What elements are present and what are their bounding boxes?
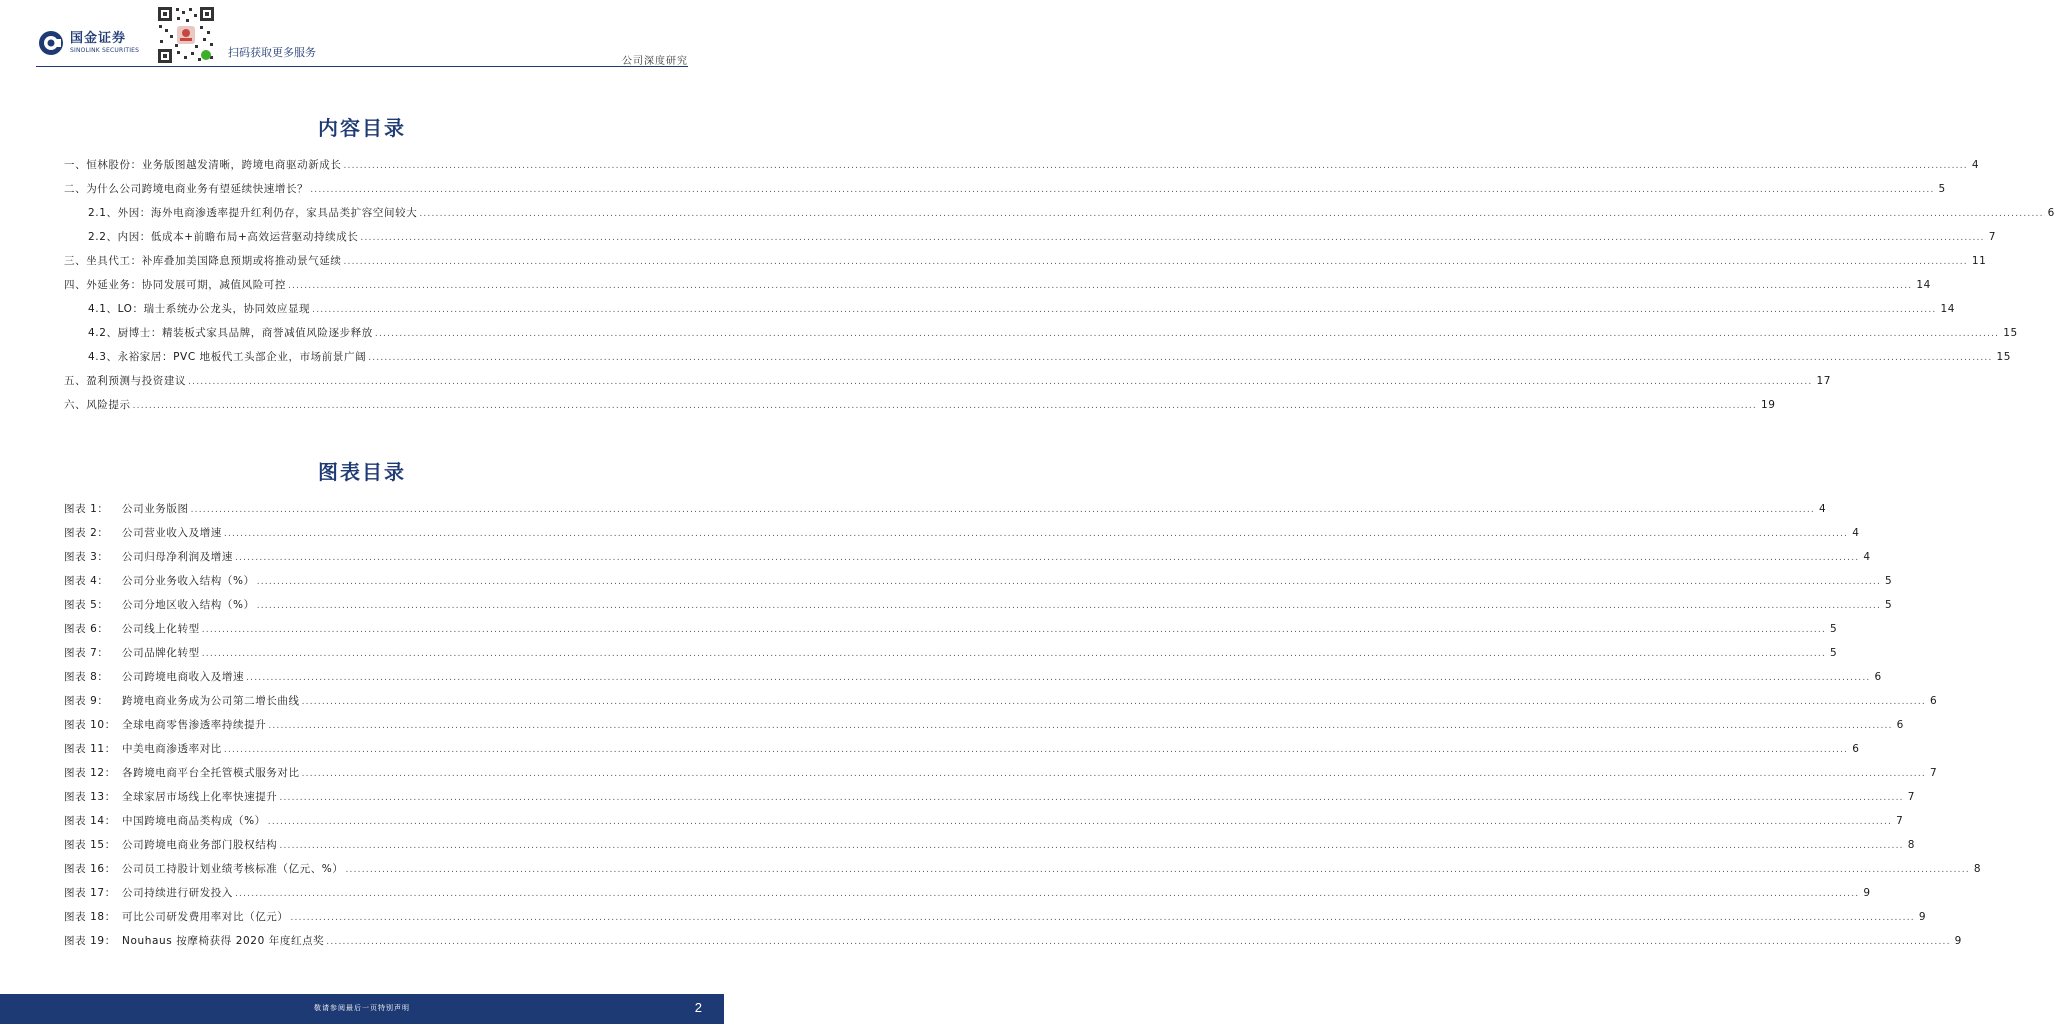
toc-entry[interactable] — [64, 321, 2018, 345]
figure-entry-page: 7 — [1896, 815, 1904, 827]
dot-leader: ................................................................................................................................................................................................................................................................................................................................................................................................................ — [343, 257, 1968, 267]
figure-entry[interactable] — [64, 881, 1871, 905]
toc-entry-page: 14 — [1940, 303, 1956, 315]
dot-leader: ................................................................................................................................................................................................................................................................................................................................................................................................................ — [256, 577, 1882, 587]
page-header — [0, 0, 724, 70]
figure-entry-label[interactable] — [64, 857, 345, 881]
toc-entry-page: 6 — [2047, 207, 2055, 219]
sinolink-logo-icon — [38, 30, 64, 56]
toc-entry-page: 4 — [1971, 159, 1980, 171]
toc-entry-label[interactable]: 二、为什么公司跨境电商业务有望延续快速增长？ — [64, 183, 309, 195]
figure-entry[interactable] — [64, 857, 1982, 881]
figure-caption: 全球电商零售渗透率持续提升 — [122, 719, 267, 731]
figure-entry-label[interactable] — [64, 761, 302, 785]
figure-caption: 跨境电商业务成为公司第二增长曲线 — [122, 695, 300, 707]
figure-caption: 中美电商渗透率对比 — [122, 743, 222, 755]
figure-entry[interactable] — [64, 929, 1962, 953]
figure-entry-label[interactable] — [64, 881, 235, 905]
header-divider — [36, 66, 688, 67]
figure-number: 图表 5： — [64, 599, 109, 611]
figure-caption: 中国跨境电商品类构成（%） — [122, 815, 266, 827]
figure-caption: 可比公司研发费用率对比（亿元） — [122, 911, 289, 923]
figure-caption: 公司分地区收入结构（%） — [122, 599, 255, 611]
toc-entry-page: 5 — [1938, 183, 1946, 195]
dot-leader: ................................................................................................................................................................................................................................................................................................................................................................................................................ — [246, 673, 1871, 683]
toc-entry-page: 11 — [1971, 255, 1987, 267]
figure-entry-page: 9 — [1918, 911, 1927, 923]
dot-leader: ................................................................................................................................................................................................................................................................................................................................................................................................................ — [235, 553, 1860, 563]
figure-number: 图表 19： — [64, 935, 116, 947]
figure-caption: 公司品牌化转型 — [122, 647, 200, 659]
figure-entry-label[interactable] — [64, 929, 326, 953]
company-logo — [38, 27, 158, 59]
figure-caption: 公司营业收入及增速 — [122, 527, 222, 539]
dot-leader: ................................................................................................................................................................................................................................................................................................................................................................................................................ — [374, 329, 2000, 339]
toc-entry-label[interactable]: 五、盈利预测与投资建议 — [64, 375, 187, 387]
dot-leader: ................................................................................................................................................................................................................................................................................................................................................................................................................ — [288, 281, 1913, 291]
figure-entry-label[interactable] — [64, 665, 246, 689]
figure-caption: 公司业务版图 — [122, 503, 189, 515]
toc-entry[interactable] — [64, 225, 1997, 249]
figure-entry-page: 6 — [1896, 719, 1904, 731]
toc-entry-page: 14 — [1916, 279, 1931, 291]
figure-entry-page: 7 — [1907, 791, 1916, 803]
figure-entry[interactable] — [64, 809, 1904, 833]
dot-leader: ................................................................................................................................................................................................................................................................................................................................................................................................................ — [223, 529, 1849, 539]
figure-number: 图表 8： — [64, 671, 109, 683]
figure-caption: 公司分业务收入结构（%） — [122, 575, 255, 587]
figure-caption: Nouhaus 按摩椅获得 2020 年度红点奖 — [122, 935, 325, 947]
figure-entry-label[interactable] — [64, 713, 268, 737]
figure-number: 图表 16： — [64, 863, 116, 875]
page-footer — [0, 994, 724, 1024]
figure-entry-page: 5 — [1885, 599, 1893, 611]
figure-entry-page: 6 — [1852, 743, 1860, 755]
toc-entry[interactable] — [64, 153, 1980, 177]
figure-number: 图表 11： — [64, 743, 116, 755]
figure-caption: 公司归母净利润及增速 — [122, 551, 233, 563]
figure-entry-label[interactable] — [64, 497, 191, 521]
logo-chinese-name: 国金证券 — [70, 31, 127, 46]
toc-entry[interactable] — [64, 201, 2055, 225]
toc-entry[interactable] — [64, 297, 1956, 321]
figure-entry[interactable] — [64, 521, 1860, 545]
figure-number: 图表 12： — [64, 767, 116, 779]
figure-number: 图表 15： — [64, 839, 116, 851]
figure-entry-label[interactable] — [64, 689, 302, 713]
toc-entry-page: 17 — [1816, 375, 1832, 387]
figure-entry[interactable] — [64, 617, 1838, 641]
figure-number: 图表 6： — [64, 623, 109, 635]
figure-entry[interactable] — [64, 833, 1916, 857]
toc-entry-page: 7 — [1988, 231, 1997, 243]
dot-leader: ................................................................................................................................................................................................................................................................................................................................................................................................................ — [188, 377, 1813, 387]
figure-entry-page: 4 — [1852, 527, 1860, 539]
figure-number: 图表 1： — [64, 503, 109, 515]
toc-entry-label[interactable]: 4.1、LO：瑞士系统办公龙头，协同效应显现 — [88, 303, 311, 315]
figure-entry-page: 6 — [1874, 671, 1882, 683]
figure-number: 图表 7： — [64, 647, 109, 659]
figure-number: 图表 10： — [64, 719, 116, 731]
figure-entry-page: 9 — [1954, 935, 1962, 947]
figure-number: 图表 9： — [64, 695, 109, 707]
figure-entry-page: 8 — [1907, 839, 1916, 851]
figure-entry-label[interactable] — [64, 833, 279, 857]
figure-entry[interactable] — [64, 761, 1938, 785]
figure-caption: 公司持续进行研发投入 — [122, 887, 233, 899]
figure-entry[interactable] — [64, 737, 1860, 761]
toc-entry-page: 15 — [2003, 327, 2018, 339]
toc-entry-label[interactable]: 2.2、内因：低成本+前瞻布局+高效运营驱动持续成长 — [88, 231, 359, 243]
qr-code — [156, 5, 216, 65]
figure-number: 图表 2： — [64, 527, 109, 539]
qr-caption: 扫码获取更多服务 — [228, 46, 316, 59]
dot-leader: ................................................................................................................................................................................................................................................................................................................................................................................................................ — [368, 353, 1993, 363]
figures-list — [64, 497, 1982, 953]
figure-entry[interactable] — [64, 497, 1827, 521]
figure-entry-page: 5 — [1830, 647, 1838, 659]
toc-entry-label[interactable]: 4.2、厨博士：精装板式家具品牌，商誉减值风险逐步释放 — [88, 327, 373, 339]
figure-number: 图表 14： — [64, 815, 116, 827]
figure-entry-label[interactable] — [64, 545, 235, 569]
figure-entry[interactable] — [64, 905, 1927, 929]
dot-leader: ................................................................................................................................................................................................................................................................................................................................................................................................................ — [310, 185, 1935, 195]
figure-entry-page: 8 — [1973, 863, 1982, 875]
figure-entry-label[interactable] — [64, 905, 291, 929]
dot-leader: ................................................................................................................................................................................................................................................................................................................................................................................................................ — [267, 817, 1893, 827]
toc-entry[interactable] — [64, 177, 1946, 201]
toc-entry[interactable] — [64, 273, 1931, 297]
dot-leader: ................................................................................................................................................................................................................................................................................................................................................................................................................ — [360, 233, 1985, 243]
figure-entry-label[interactable] — [64, 737, 224, 761]
dot-leader: ................................................................................................................................................................................................................................................................................................................................................................................................................ — [132, 401, 1757, 411]
toc-title: 内容目录 — [318, 116, 406, 140]
figure-entry-page: 9 — [1863, 887, 1871, 899]
dot-leader: ................................................................................................................................................................................................................................................................................................................................................................................................................ — [326, 937, 1951, 947]
figure-entry-page: 6 — [1929, 695, 1938, 707]
figure-entry[interactable] — [64, 569, 1893, 593]
figure-entry-label[interactable] — [64, 569, 257, 593]
figure-entry[interactable] — [64, 713, 1904, 737]
toc-entry[interactable] — [64, 345, 2012, 369]
figure-number: 图表 3： — [64, 551, 109, 563]
figure-caption: 公司员工持股计划业绩考核标准（亿元、%） — [122, 863, 344, 875]
page-number: 2 — [694, 1000, 702, 1015]
dot-leader: ................................................................................................................................................................................................................................................................................................................................................................................................................ — [223, 745, 1849, 755]
dot-leader: ................................................................................................................................................................................................................................................................................................................................................................................................................ — [301, 769, 1926, 779]
toc-entry-page: 19 — [1760, 399, 1776, 411]
figure-entry[interactable] — [64, 641, 1838, 665]
dot-leader: ................................................................................................................................................................................................................................................................................................................................................................................................................ — [343, 161, 1968, 171]
figure-caption: 公司跨境电商业务部门股权结构 — [122, 839, 278, 851]
toc-entry-label[interactable]: 一、恒林股份：业务版图越发清晰，跨境电商驱动新成长 — [64, 159, 342, 171]
toc-entry-label[interactable]: 六、风险提示 — [64, 399, 131, 411]
toc-entry[interactable] — [64, 393, 1776, 417]
toc-list — [64, 153, 2055, 417]
dot-leader: ................................................................................................................................................................................................................................................................................................................................................................................................................ — [256, 601, 1882, 611]
figure-caption: 各跨境电商平台全托管模式服务对比 — [122, 767, 300, 779]
figure-entry-label[interactable] — [64, 809, 268, 833]
dot-leader: ................................................................................................................................................................................................................................................................................................................................................................................................................ — [190, 505, 1815, 515]
dot-leader: ................................................................................................................................................................................................................................................................................................................................................................................................................ — [201, 649, 1827, 659]
toc-entry-label[interactable]: 四、外延业务：协同发展可期，减值风险可控 — [64, 279, 286, 291]
toc-entry[interactable] — [64, 249, 1987, 273]
figure-entry-label[interactable] — [64, 641, 202, 665]
report-type-label: 公司深度研究 — [622, 56, 688, 67]
dot-leader: ................................................................................................................................................................................................................................................................................................................................................................................................................ — [301, 697, 1926, 707]
logo-english-name: SINOLINK SECURITIES — [70, 47, 140, 54]
dot-leader: ................................................................................................................................................................................................................................................................................................................................................................................................................ — [345, 865, 1970, 875]
dot-leader: ................................................................................................................................................................................................................................................................................................................................................................................................................ — [279, 793, 1904, 803]
dot-leader: ................................................................................................................................................................................................................................................................................................................................................................................................................ — [201, 625, 1827, 635]
toc-entry-label[interactable]: 4.3、永裕家居：PVC 地板代工头部企业，市场前景广阔 — [88, 351, 367, 363]
dot-leader: ................................................................................................................................................................................................................................................................................................................................................................................................................ — [279, 841, 1904, 851]
toc-entry-label[interactable]: 三、坐具代工：补库叠加美国降息预期或将推动景气延续 — [64, 255, 342, 267]
figure-caption: 公司线上化转型 — [122, 623, 200, 635]
toc-entry-page: 15 — [1996, 351, 2012, 363]
figure-entry-page: 4 — [1818, 503, 1827, 515]
figure-number: 图表 17： — [64, 887, 116, 899]
figure-number: 图表 4： — [64, 575, 109, 587]
toc-entry-label[interactable]: 2.1、外因：海外电商渗透率提升红利仍存，家具品类扩容空间较大 — [88, 207, 418, 219]
footer-disclaimer: 敬请参阅最后一页特别声明 — [314, 1004, 410, 1012]
figure-entry-label[interactable] — [64, 521, 224, 545]
dot-leader: ................................................................................................................................................................................................................................................................................................................................................................................................................ — [235, 889, 1860, 899]
toc-entry[interactable] — [64, 369, 1832, 393]
figure-entry[interactable] — [64, 665, 1882, 689]
figure-entry-page: 5 — [1830, 623, 1838, 635]
figure-entry[interactable] — [64, 545, 1871, 569]
figure-entry-page: 7 — [1929, 767, 1938, 779]
dot-leader: ................................................................................................................................................................................................................................................................................................................................................................................................................ — [312, 305, 1937, 315]
figure-entry[interactable] — [64, 593, 1893, 617]
figure-entry[interactable] — [64, 785, 1916, 809]
dot-leader: ................................................................................................................................................................................................................................................................................................................................................................................................................ — [290, 913, 1915, 923]
figure-number: 图表 18： — [64, 911, 116, 923]
figure-entry[interactable] — [64, 689, 1938, 713]
dot-leader: ................................................................................................................................................................................................................................................................................................................................................................................................................ — [268, 721, 1893, 731]
figure-entry-label[interactable] — [64, 617, 202, 641]
figure-entry-label[interactable] — [64, 593, 257, 617]
figures-title: 图表目录 — [318, 460, 406, 484]
figure-entry-page: 5 — [1885, 575, 1893, 587]
figure-caption: 公司跨境电商收入及增速 — [122, 671, 245, 683]
figure-caption: 全球家居市场线上化率快速提升 — [122, 791, 278, 803]
figure-entry-page: 4 — [1863, 551, 1871, 563]
figure-number: 图表 13： — [64, 791, 116, 803]
dot-leader: ................................................................................................................................................................................................................................................................................................................................................................................................................ — [419, 209, 2044, 219]
figure-entry-label[interactable] — [64, 785, 279, 809]
